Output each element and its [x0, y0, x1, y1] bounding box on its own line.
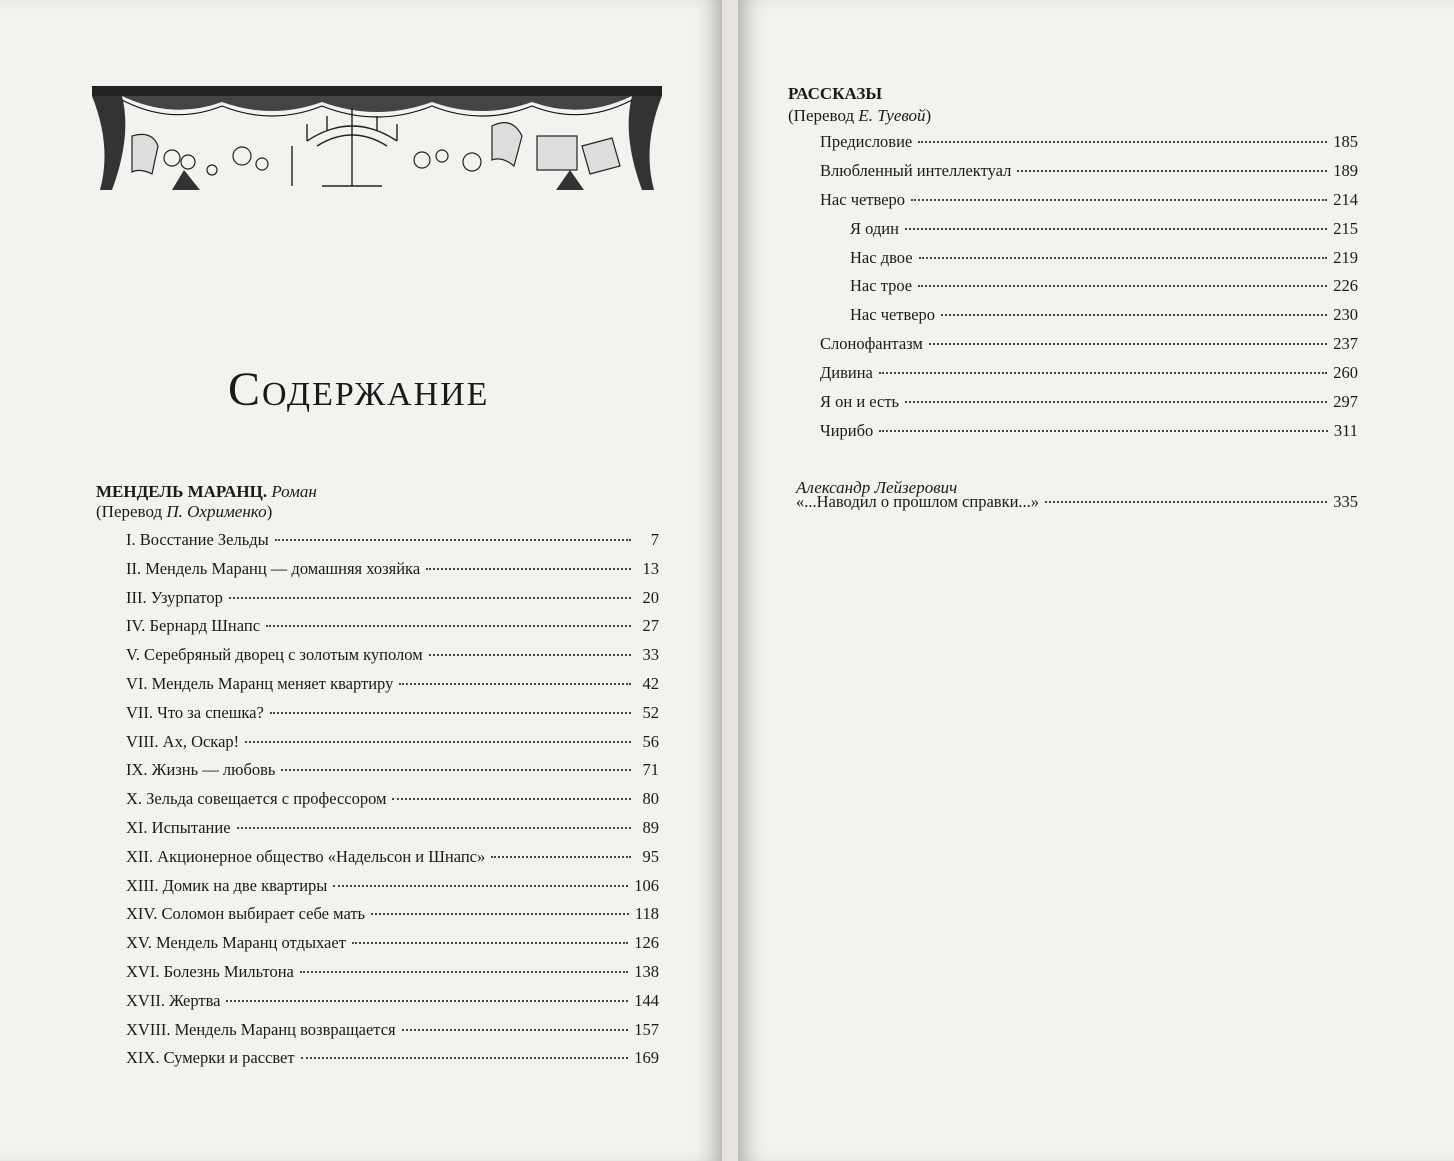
page-title: Содержание — [228, 363, 490, 416]
toc-entry[interactable] — [820, 219, 1358, 248]
novel-title-text: МЕНДЕЛЬ МАРАНЦ. — [96, 482, 268, 501]
toc-entry-page: 157 — [634, 1019, 659, 1039]
toc-entry-page: 27 — [642, 616, 659, 636]
translator-suffix: ) — [925, 106, 932, 125]
toc-entry[interactable] — [820, 190, 1358, 219]
toc-leader-dots — [270, 711, 631, 714]
toc-entry[interactable] — [126, 962, 659, 991]
toc-entry-label: XIII. Домик на две квартиры — [126, 875, 328, 895]
toc-entry-page: 226 — [1333, 276, 1358, 296]
toc-entry-page: 56 — [642, 731, 659, 751]
novel-chapter-list — [126, 530, 659, 1077]
left-page — [0, 0, 722, 1161]
stories-title — [788, 84, 882, 104]
toc-entry-page: 118 — [634, 904, 659, 924]
toc-entry[interactable] — [820, 276, 1358, 305]
toc-leader-dots — [491, 855, 631, 858]
toc-entry[interactable] — [126, 645, 659, 674]
toc-entry-page: 214 — [1333, 189, 1358, 209]
toc-entry[interactable] — [126, 732, 659, 761]
toc-entry-page: 80 — [642, 789, 659, 809]
toc-entry-page: 126 — [634, 933, 659, 953]
toc-leader-dots — [1017, 169, 1327, 172]
toc-entry-page: 89 — [642, 817, 659, 837]
toc-entry-page: 138 — [634, 961, 659, 981]
translator-name: Е. Туевой — [858, 106, 926, 125]
toc-entry-page: 260 — [1333, 363, 1358, 383]
toc-entry-label: Нас четверо — [850, 305, 936, 325]
toc-leader-dots — [905, 400, 1327, 403]
toc-entry[interactable] — [126, 588, 659, 617]
toc-entry-label: VI. Мендель Маранц меняет квартиру — [126, 673, 394, 693]
toc-leader-dots — [226, 999, 628, 1002]
toc-entry-label: XI. Испытание — [126, 817, 231, 837]
toc-entry-page: 297 — [1333, 392, 1358, 412]
toc-entry-label: XIV. Соломон выбирает себе мать — [126, 904, 366, 924]
toc-entry-label: Чирибо — [820, 420, 874, 440]
translator-prefix: (Перевод — [96, 502, 167, 521]
toc-entry-label: X. Зельда совещается с профессором — [126, 789, 387, 809]
toc-entry-page: 71 — [642, 760, 659, 780]
toc-entry-page: 237 — [1333, 334, 1358, 354]
toc-leader-dots — [352, 941, 628, 944]
toc-entry[interactable] — [126, 703, 659, 732]
toc-entry-label: XV. Мендель Маранц отдыхает — [126, 933, 346, 953]
toc-entry[interactable] — [126, 933, 659, 962]
toc-leader-dots — [918, 284, 1327, 287]
toc-entry[interactable] — [820, 363, 1358, 392]
toc-entry-page: 42 — [642, 673, 659, 693]
toc-entry[interactable] — [820, 248, 1358, 277]
toc-leader-dots — [426, 567, 631, 570]
toc-entry[interactable] — [126, 530, 659, 559]
toc-leader-dots — [301, 1056, 629, 1059]
toc-entry-label: VII. Что за спешка? — [126, 702, 264, 722]
toc-leader-dots — [941, 313, 1327, 316]
toc-entry-label: IV. Бернард Шнапс — [126, 616, 261, 636]
stories-list — [820, 132, 1358, 450]
translator-name: П. Охрименко — [166, 502, 267, 521]
toc-entry-label: XVII. Жертва — [126, 990, 221, 1010]
toc-entry-label: I. Восстание Зельды — [126, 530, 269, 549]
toc-entry-page: 335 — [1333, 492, 1358, 511]
translator-suffix: ) — [266, 502, 273, 521]
toc-entry-label: V. Серебряный дворец с золотым куполом — [126, 645, 423, 665]
curtain-ornament-illustration — [92, 86, 662, 194]
toc-leader-dots — [392, 797, 631, 800]
toc-entry[interactable] — [126, 760, 659, 789]
toc-entry-page: 106 — [634, 875, 659, 895]
toc-entry[interactable] — [820, 392, 1358, 421]
toc-leader-dots — [919, 256, 1328, 259]
toc-entry-page: 230 — [1333, 305, 1358, 325]
toc-entry[interactable] — [796, 492, 1358, 520]
toc-entry-label: XIX. Сумерки и рассвет — [126, 1048, 295, 1068]
right-page — [738, 0, 1454, 1161]
toc-leader-dots — [281, 768, 631, 771]
toc-entry-page: 185 — [1333, 132, 1358, 151]
toc-entry[interactable] — [820, 334, 1358, 363]
toc-entry[interactable] — [126, 876, 659, 905]
toc-entry[interactable] — [126, 616, 659, 645]
toc-leader-dots — [911, 198, 1327, 201]
toc-entry-page: 13 — [642, 558, 659, 578]
essay-list — [796, 492, 1358, 520]
toc-entry-page: 95 — [642, 846, 659, 866]
toc-entry[interactable] — [126, 847, 659, 876]
toc-leader-dots — [429, 653, 631, 656]
toc-entry[interactable] — [820, 305, 1358, 334]
toc-leader-dots — [300, 970, 628, 973]
toc-leader-dots — [237, 826, 631, 829]
toc-entry-label: XVI. Болезнь Мильтона — [126, 961, 294, 981]
toc-entry[interactable] — [126, 789, 659, 818]
toc-entry-page: 33 — [642, 645, 659, 665]
toc-leader-dots — [266, 624, 631, 627]
toc-entry-page: 7 — [650, 530, 659, 549]
toc-entry-page: 144 — [634, 990, 659, 1010]
toc-entry-label: IX. Жизнь — любовь — [126, 760, 276, 780]
toc-entry-label: «...Наводил о прошлом справки...» — [796, 492, 1040, 511]
toc-entry-label: Нас четверо — [820, 189, 906, 209]
toc-entry[interactable] — [820, 421, 1358, 450]
toc-leader-dots — [929, 342, 1327, 345]
toc-leader-dots — [879, 371, 1327, 374]
toc-leader-dots — [229, 596, 631, 599]
toc-entry-label: Я один — [850, 218, 899, 238]
toc-entry-label: Слонофантазм — [820, 334, 923, 354]
toc-entry[interactable] — [126, 991, 659, 1020]
toc-entry[interactable] — [820, 132, 1358, 161]
book-gutter — [722, 0, 738, 1161]
toc-entry[interactable] — [126, 1048, 659, 1077]
toc-leader-dots — [402, 1028, 629, 1031]
toc-entry-label: III. Узурпатор — [126, 587, 223, 607]
toc-leader-dots — [399, 682, 631, 685]
toc-entry-page: 219 — [1333, 247, 1358, 267]
novel-title — [96, 482, 317, 502]
toc-entry-label: XII. Акционерное общество «Надельсон и Шнапс» — [126, 846, 486, 866]
toc-entry[interactable] — [126, 904, 659, 933]
translator-prefix: (Перевод — [788, 106, 859, 125]
novel-genre: Роман — [271, 482, 317, 501]
toc-leader-dots — [245, 740, 631, 743]
toc-entry[interactable] — [126, 674, 659, 703]
toc-entry-label: II. Мендель Маранц — домашняя хозяйка — [126, 558, 421, 578]
author-name: Александр Лейзерович — [796, 478, 958, 497]
toc-entry[interactable] — [820, 161, 1358, 190]
toc-entry-page: 169 — [634, 1048, 659, 1068]
toc-entry-page: 311 — [1333, 420, 1358, 440]
toc-entry-label: Предисловие — [820, 132, 913, 151]
toc-leader-dots — [1045, 500, 1327, 503]
toc-leader-dots — [275, 538, 631, 541]
toc-entry-label: VIII. Ах, Оскар! — [126, 731, 240, 751]
toc-entry[interactable] — [126, 559, 659, 588]
toc-entry-page: 215 — [1333, 218, 1358, 238]
stories-title-text: РАССКАЗЫ — [788, 84, 883, 103]
toc-entry[interactable] — [126, 1020, 659, 1049]
toc-leader-dots — [905, 227, 1327, 230]
toc-entry-label: Я он и есть — [820, 392, 900, 412]
toc-entry-label: Влюбленный интеллектуал — [820, 160, 1012, 180]
toc-entry-label: XVIII. Мендель Маранц возвращается — [126, 1019, 396, 1039]
stories-translator — [788, 106, 931, 126]
toc-leader-dots — [371, 912, 629, 915]
toc-entry-label: Дивина — [820, 363, 873, 383]
toc-entry[interactable] — [126, 818, 659, 847]
toc-leader-dots — [333, 884, 628, 887]
toc-leader-dots — [879, 429, 1328, 432]
toc-entry-page: 189 — [1333, 160, 1358, 180]
toc-entry-label: Нас двое — [850, 247, 913, 267]
toc-entry-label: Нас трое — [850, 276, 913, 296]
novel-translator — [96, 502, 272, 522]
toc-entry-page: 52 — [642, 702, 659, 722]
toc-leader-dots — [918, 140, 1327, 143]
toc-entry-page: 20 — [642, 587, 659, 607]
